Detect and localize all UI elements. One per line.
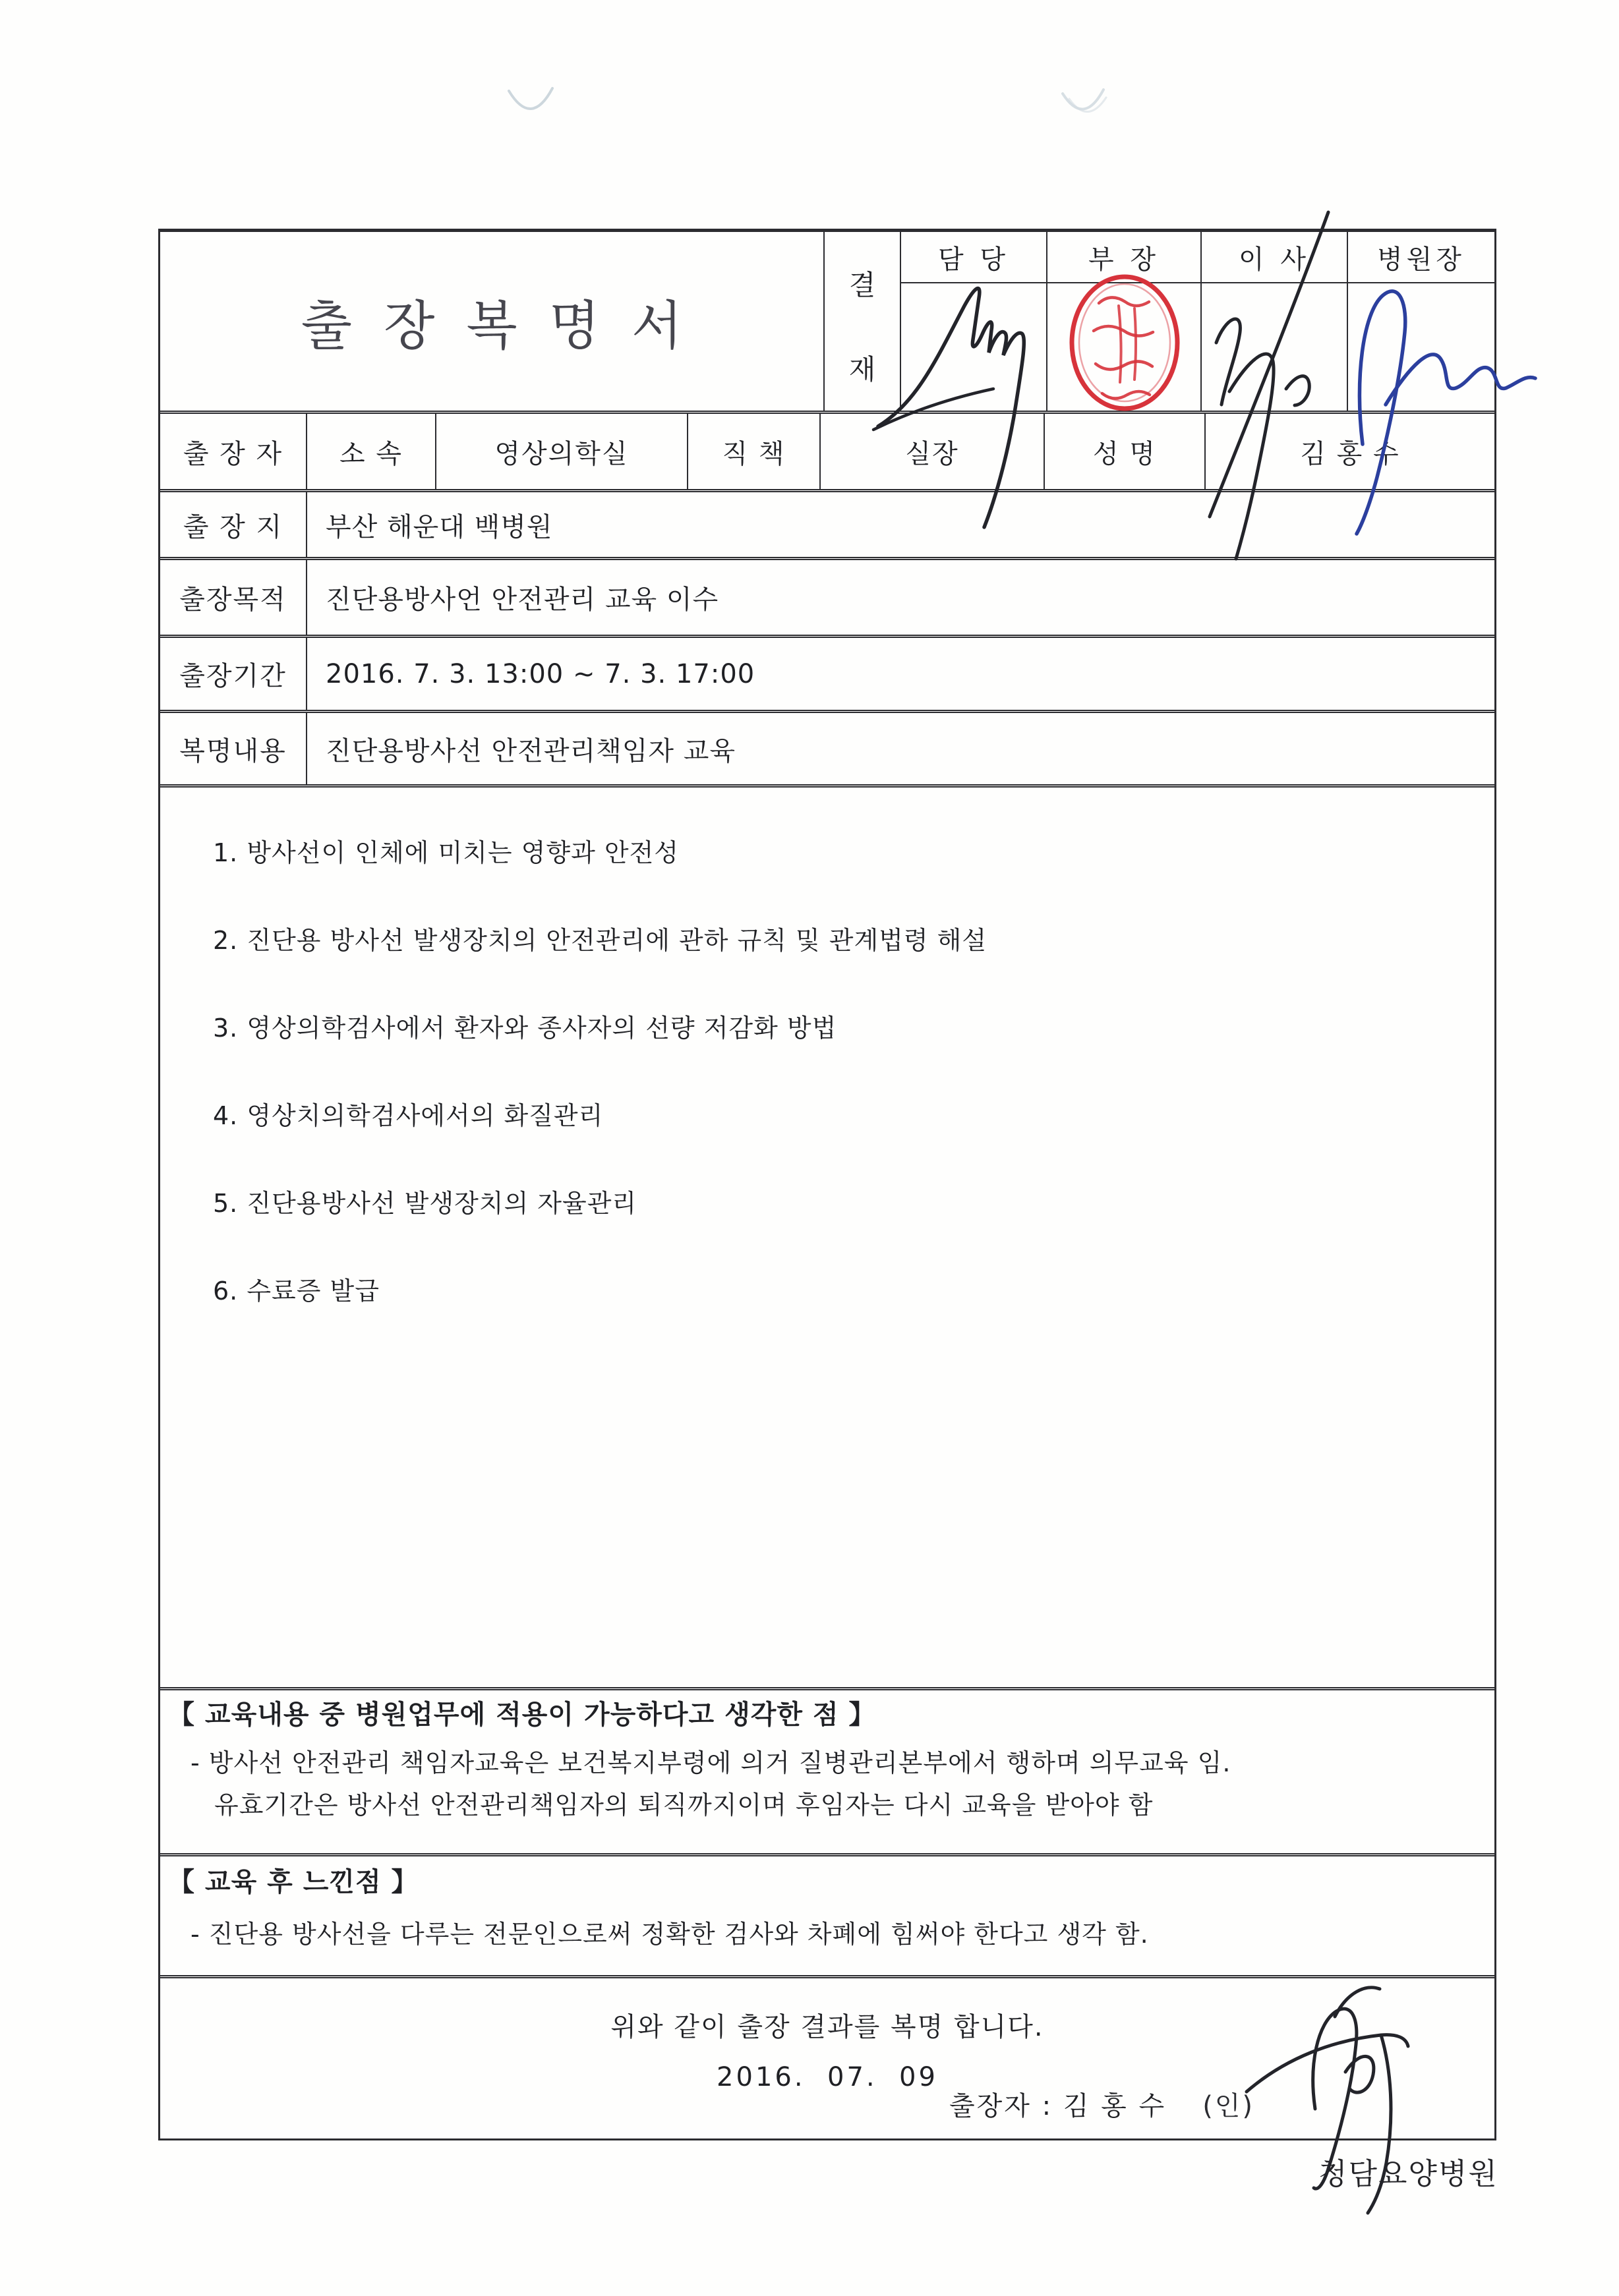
destination-label: 출 장 지 [160,492,307,557]
period-value: 2016. 7. 3. 13:00 ~ 7. 3. 17:00 [326,658,755,689]
destination-value: 부산 해운대 백병원 [326,511,553,542]
closing-date: 2016. 07. 09 [717,2062,938,2092]
topic-item-2: 2. 진단용 방사선 발생장치의 안전관리에 관하 규칙 및 관계법령 해설 [213,926,987,955]
trip-report-form [158,229,1496,2140]
approval-col-staff [901,232,1047,411]
purpose-row [160,560,1494,638]
approval-header-staff: 담 당 [901,232,1046,283]
topic-item-5: 5. 진단용방사선 발생장치의 자율관리 [213,1189,637,1218]
approval-col-hospital-head [1348,232,1494,411]
report-content-label: 복명내용 [160,713,307,784]
section-applicable-line-2: 유효기간은 방사선 안전관리책임자의 퇴직까지이며 후임자는 다시 교육을 받아야 함 [214,1791,1154,1820]
approval-col-director [1202,232,1348,411]
education-topics-body [160,788,1494,1690]
traveler-row [160,414,1494,492]
approval-stack-top: 결 [848,269,876,301]
name-value: 김 홍 수 [1300,438,1400,469]
seal-placeholder: (인) [1202,2091,1255,2121]
period-label: 출장기간 [160,638,307,710]
closing-row [160,1978,1494,2144]
reporter-line [949,2085,1254,2123]
approval-header-director: 이 사 [1202,232,1347,283]
approval-col-manager [1047,232,1202,411]
section-thoughts-line-1: - 진단용 방사선을 다루는 전문인으로써 정확한 검사와 차폐에 힘써야 한다고 생각 함. [191,1920,1149,1949]
closing-statement: 위와 같이 출장 결과를 복명 합니다. [610,2012,1044,2042]
topic-item-1: 1. 방사선이 인체에 미치는 영향과 안전성 [213,838,679,867]
purpose-value: 진단용방사언 안전관리 교육 이수 [326,585,719,615]
approval-header-hospital-head: 병원장 [1348,232,1494,283]
destination-row [160,492,1494,560]
period-row [160,638,1494,713]
traveler-label: 출 장 자 [160,414,307,489]
topic-item-4: 4. 영상치의학검사에서의 화질관리 [213,1101,604,1130]
approval-columns [901,232,1494,411]
topic-item-6: 6. 수료증 발급 [213,1277,380,1306]
section-thoughts-title: 【 교육 후 느낀점 】 [168,1867,419,1897]
section-applicable-title: 【 교육내용 중 병원업무에 적용이 가능하다고 생각한 점 】 [168,1700,876,1730]
position-label: 직 책 [688,414,821,489]
approval-stack-cell [825,232,901,411]
hospital-name: 청담요양병원 [1318,2156,1498,2191]
scan-artifact-arcs [0,0,1619,198]
section-applicable-line-1: - 방사선 안전관리 책임자교육은 보건복지부령에 의거 질병관리본부에서 행하며 의무교육 임. [191,1748,1231,1777]
approval-stack-bottom: 재 [848,353,876,386]
name-label: 성 명 [1045,414,1206,489]
dept-label: 소 속 [307,414,436,489]
topic-item-3: 3. 영상의학검사에서 환자와 종사자의 선량 저감화 방법 [213,1014,837,1043]
section-applicable [160,1690,1494,1856]
approval-header-manager: 부 장 [1047,232,1200,283]
reporter-name: 출장자 : 김 홍 수 [949,2091,1167,2121]
header-row [160,232,1494,414]
position-value: 실장 [821,414,1045,489]
report-content-value: 진단용방사선 안전관리책임자 교육 [326,735,736,766]
dept-value: 영상의학실 [436,414,688,489]
section-thoughts [160,1856,1494,1978]
purpose-label: 출장목적 [160,560,307,635]
report-content-row [160,713,1494,788]
form-title: 출장복명서 [160,232,825,411]
